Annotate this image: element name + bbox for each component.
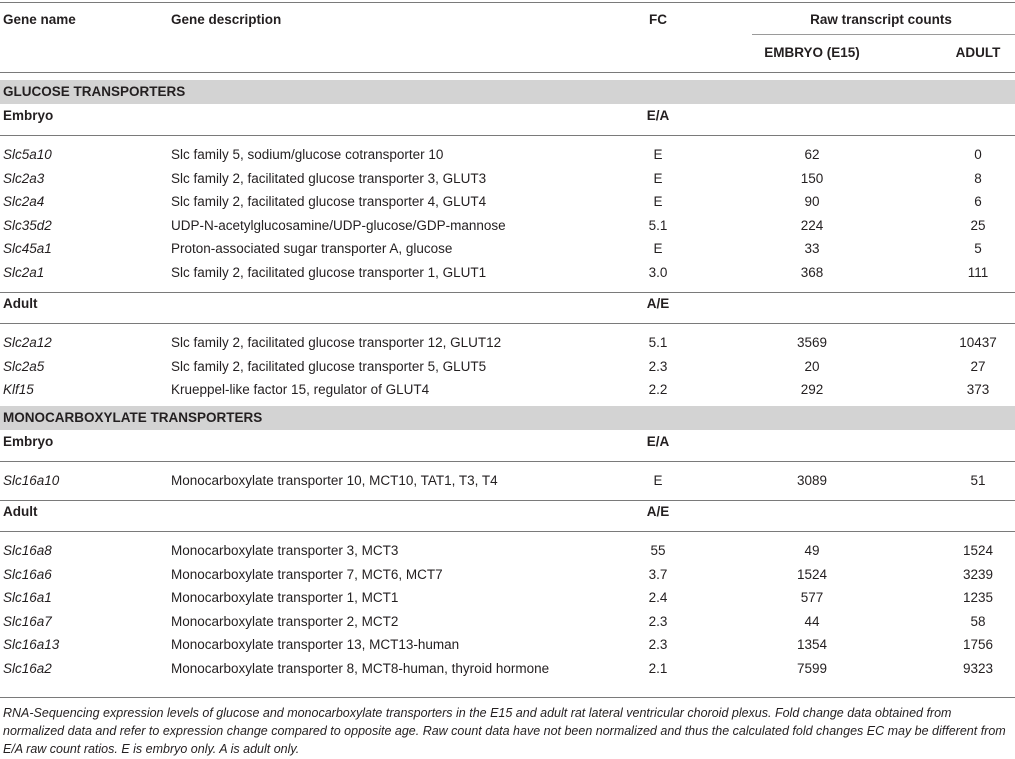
header-embryo: EMBRYO (E15) [764,45,860,60]
table-bottom-rule [0,697,1015,698]
group-separator [0,292,1015,293]
adult-count-cell: 25 [970,217,986,233]
gene-description-cell: Monocarboxylate transporter 1, MCT1 [171,590,399,605]
gene-name-cell: Slc16a8 [3,543,52,558]
group-label: Embryo [3,433,54,449]
group-fc-label: E/A [646,433,670,449]
header-gene-name: Gene name [3,12,76,27]
adult-count-cell: 3239 [962,566,994,582]
fold-change-cell: 5.1 [648,335,668,350]
adult-count-cell: 111 [967,264,989,280]
gene-description-cell: Krueppel-like factor 15, regulator of GLUT4 [171,382,430,397]
adult-count-cell: 27 [970,358,986,374]
embryo-count-cell: 33 [804,241,820,256]
adult-count-cell: 5 [974,241,982,256]
fold-change-cell: 2.3 [648,613,668,629]
group-label: Adult [3,504,38,519]
gene-description-cell: Slc family 2, facilitated glucose transporter 4, GLUT4 [171,194,487,209]
header-gene-description: Gene description [171,12,282,27]
fold-change-cell: 2.4 [648,590,668,605]
header-subrule [752,34,1015,35]
gene-description-cell: UDP-N-acetylglucosamine/UDP-glucose/GDP-mannose [171,217,506,233]
embryo-count-cell: 90 [804,194,820,209]
fold-change-cell: 2.3 [648,358,668,374]
group-label-rule [0,135,1015,136]
adult-count-cell: 1524 [962,543,994,558]
gene-name-cell: Klf15 [3,382,34,397]
gene-description-cell: Proton-associated sugar transporter A, glucose [171,241,453,256]
group-separator [0,500,1015,501]
gene-name-cell: Slc16a13 [3,637,60,652]
group-label: Adult [3,296,38,311]
embryo-count-cell: 1354 [796,637,828,652]
gene-name-cell: Slc2a1 [3,264,45,280]
fold-change-cell: E [653,194,663,209]
gene-name-cell: Slc16a7 [3,613,52,629]
header-bottom-rule [0,72,1015,73]
embryo-count-cell: 577 [800,590,824,605]
fold-change-cell: 2.2 [648,382,668,397]
gene-description-cell: Slc family 2, facilitated glucose transporter 3, GLUT3 [171,170,487,186]
fold-change-cell: E [653,241,663,256]
fold-change-cell: 3.7 [648,566,668,582]
section-title: MONOCARBOXYLATE TRANSPORTERS [3,409,263,425]
fold-change-cell: 5.1 [648,217,668,233]
gene-name-cell: Slc35d2 [3,217,52,233]
gene-name-cell: Slc2a4 [3,194,45,209]
gene-description-cell: Slc family 2, facilitated glucose transporter 5, GLUT5 [171,358,487,374]
section-title: GLUCOSE TRANSPORTERS [3,84,186,99]
header-raw-transcript-counts: Raw transcript counts [810,12,952,27]
fold-change-cell: 3.0 [648,264,668,280]
gene-name-cell: Slc45a1 [3,241,52,256]
gene-description-cell: Monocarboxylate transporter 2, MCT2 [171,613,399,629]
fold-change-cell: 2.1 [648,660,668,676]
gene-name-cell: Slc2a12 [3,335,52,350]
fold-change-cell: E [653,472,663,488]
fold-change-cell: 55 [650,543,666,558]
fold-change-cell: 2.3 [648,637,668,652]
embryo-count-cell: 44 [804,613,820,629]
group-fc-label: A/E [646,296,670,311]
gene-description-cell: Monocarboxylate transporter 7, MCT6, MCT7 [171,566,443,582]
gene-name-cell: Slc2a5 [3,358,45,374]
adult-count-cell: 9323 [962,660,994,676]
embryo-count-cell: 292 [800,382,824,397]
gene-name-cell: Slc16a1 [3,590,52,605]
adult-count-cell: 8 [974,170,982,186]
gene-name-cell: Slc16a10 [3,472,60,488]
fold-change-cell: E [653,147,663,162]
group-label-rule [0,323,1015,324]
embryo-count-cell: 150 [800,170,824,186]
gene-description-cell: Monocarboxylate transporter 3, MCT3 [171,543,399,558]
gene-description-cell: Slc family 2, facilitated glucose transporter 1, GLUT1 [171,264,487,280]
adult-count-cell: 10437 [959,335,997,350]
embryo-count-cell: 1524 [796,566,828,582]
group-label: Embryo [3,108,54,123]
adult-count-cell: 58 [970,613,986,629]
fold-change-cell: E [653,170,663,186]
embryo-count-cell: 20 [804,358,820,374]
table-footnote: RNA-Sequencing expression levels of glucose and monocarboxylate transporters in the E15 and adult rat lateral ventricular choroid plexus. Fold change data obtained from normalized data and refer to expression change compared to opposite age. Raw count data have not been normalized and thus the calculated fold changes EC may be different from E/A raw count ratios. E is embryo only. A is adult only. [3,706,1006,756]
gene-name-cell: Slc16a2 [3,660,52,676]
group-label-rule [0,531,1015,532]
gene-name-cell: Slc5a10 [3,147,52,162]
embryo-count-cell: 7599 [796,660,828,676]
header-fc: FC [649,12,667,27]
adult-count-cell: 1235 [962,590,994,605]
gene-description-cell: Slc family 2, facilitated glucose transporter 12, GLUT12 [171,335,502,350]
group-fc-label: A/E [646,504,670,519]
adult-count-cell: 51 [970,472,986,488]
header-adult: ADULT [955,45,1001,60]
gene-description-cell: Monocarboxylate transporter 8, MCT8-human, thyroid hormone [171,660,550,676]
embryo-count-cell: 62 [804,147,820,162]
embryo-count-cell: 368 [800,264,824,280]
table-top-rule [0,2,1015,3]
gene-description-cell: Slc family 5, sodium/glucose cotransporter 10 [171,147,444,162]
adult-count-cell: 6 [974,194,982,209]
gene-description-cell: Monocarboxylate transporter 13, MCT13-human [171,637,460,652]
embryo-count-cell: 3569 [796,335,828,350]
group-fc-label: E/A [646,108,670,123]
gene-description-cell: Monocarboxylate transporter 10, MCT10, TAT1, T3, T4 [171,472,498,488]
adult-count-cell: 1756 [962,637,994,652]
adult-count-cell: 0 [974,147,982,162]
gene-name-cell: Slc16a6 [3,566,52,582]
gene-name-cell: Slc2a3 [3,170,45,186]
embryo-count-cell: 3089 [796,472,828,488]
embryo-count-cell: 224 [800,217,824,233]
group-label-rule [0,461,1015,462]
adult-count-cell: 373 [966,382,990,397]
embryo-count-cell: 49 [804,543,820,558]
